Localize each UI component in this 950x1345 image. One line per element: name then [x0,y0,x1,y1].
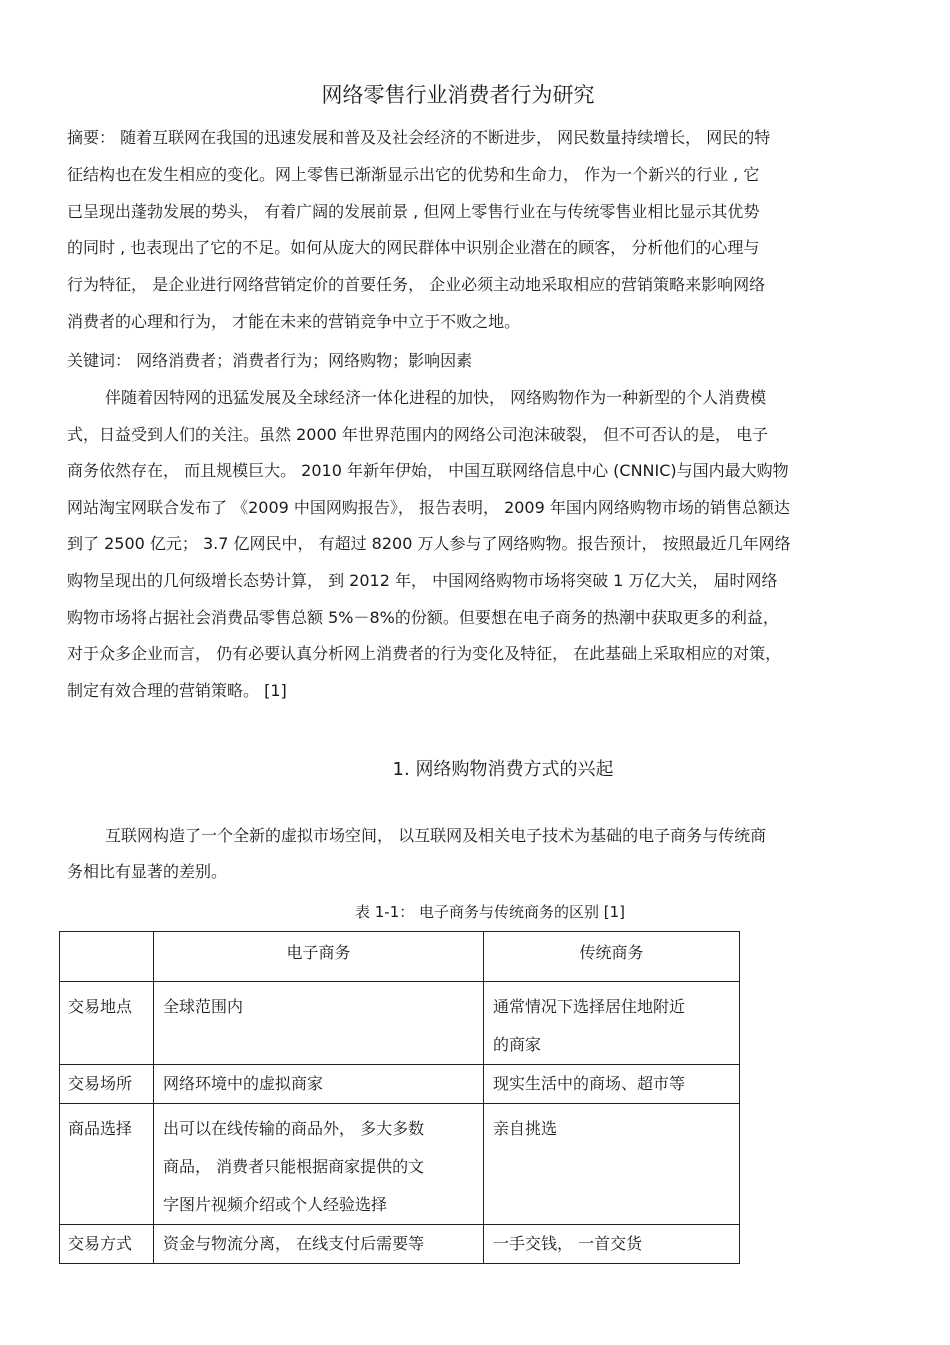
row-label: 交易地点 [60,982,154,1065]
cell-line: 字图片视频介绍或个人经验选择 [163,1195,388,1214]
table-header-cell: 电子商务 [154,932,484,982]
abstract-line: 征结构也在发生相应的变化。网上零售已渐渐显示出它的优势和生命力， 作为一个新兴的行业 , 它 [67,164,760,184]
section-heading: 1. 网络购物消费方式的兴起 [392,759,614,780]
table-caption: 表 1-1： 电子商务与传统商务的区别 [1] [354,903,626,921]
intro-line: 网站淘宝网联合发布了 《2009 中国网购报告》， 报告表明， 2009 年国内网络购物市场的销售总额达 [67,497,790,517]
table-cell [154,1065,484,1104]
table-row [60,1225,740,1264]
intro-line: 到了 2500 亿元； 3.7 亿网民中， 有超过 8200 万人参与了网络购物。报告预计， 按照最近几年网络 [67,534,791,554]
table-header-cell [60,932,154,982]
table-cell [154,1225,484,1264]
cell-line: 资金与物流分离， 在线支付后需要等 [163,1234,425,1253]
intro-line: 商务依然存在， 而且规模巨大。 2010 年新年伊始， 中国互联网络信息中心 (CNNIC)与国内最大购物 [67,461,789,481]
cell-line: 现实生活中的商场、超市等 [493,1074,686,1093]
row-label: 交易场所 [60,1065,154,1104]
abstract [67,124,887,345]
abstract-line: 摘要： 随着互联网在我国的迅速发展和普及及社会经济的不断进步， 网民数量持续增长， 网民的特 [67,128,771,147]
intro-line: 式，日益受到人们的关注。虽然 2000 年世界范围内的网络公司泡沫破裂， 但不可否认的是， 电子 [67,424,769,444]
intro-line: 伴随着因特网的迅猛发展及全球经济一体化进程的加快， 网络购物作为一种新型的个人消费模 [105,388,767,407]
document-title: 网络零售行业消费者行为研究 [321,83,595,107]
cell-line: 通常情况下选择居住地附近 [493,997,686,1016]
abstract-line: 的同时 , 也表现出了它的不足。如何从庞大的网民群体中识别企业潜在的顾客， 分析他们的心理与 [67,238,760,258]
abstract-line: 行为特征， 是企业进行网络营销定价的首要任务， 企业必须主动地采取相应的营销策略来影响网络 [67,275,766,295]
section-paragraph [67,822,887,894]
table-cell [484,1065,740,1104]
table-cell [484,1104,740,1225]
table-cell [154,982,484,1065]
intro-line: 购物呈现出的几何级增长态势计算， 到 2012 年， 中国网络购物市场将突破 1 万亿大关， 届时网络 [67,570,778,590]
section-line: 互联网构造了一个全新的虚拟市场空间， 以互联网及相关电子技术为基础的电子商务与传统商 [105,826,767,845]
cell-line: 出可以在线传输的商品外， 多大多数 [163,1119,425,1138]
abstract-line: 已呈现出蓬勃发展的势头， 有着广阔的发展前景 , 但网上零售行业在与传统零售业相比显示其优势 [67,201,760,221]
cell-line: 亲自挑选 [493,1119,558,1138]
cell-line: 商品， 消费者只能根据商家提供的文 [163,1157,425,1176]
table-row [60,1104,740,1225]
table-cell [484,1225,740,1264]
comparison-table [59,931,740,1264]
intro-line: 购物市场将占据社会消费品零售总额 5%－8%的份额。但要想在电子商务的热潮中获取更多的利益， [67,607,779,627]
table-header-row [60,932,740,982]
abstract-line: 消费者的心理和行为， 才能在未来的营销竞争中立于不败之地。 [67,311,521,331]
cell-line: 一手交钱， 一首交货 [493,1234,643,1253]
cell-line: 全球范围内 [163,997,244,1016]
intro-line: 制定有效合理的营销策略。 [1] [67,680,287,700]
cell-line: 网络环境中的虚拟商家 [163,1074,324,1093]
row-label: 交易方式 [60,1225,154,1264]
keywords: 关键词： 网络消费者；消费者行为；网络购物；影响因素 [67,351,473,370]
section-line: 务相比有显著的差别。 [67,862,228,881]
table-header-cell: 传统商务 [484,932,740,982]
intro-line: 对于众多企业而言， 仍有必要认真分析网上消费者的行为变化及特征， 在此基础上采取相应的对策， [67,644,782,664]
table-row [60,1065,740,1104]
table-cell [154,1104,484,1225]
table-cell [484,982,740,1065]
row-label: 商品选择 [60,1104,154,1225]
cell-line: 的商家 [493,1035,542,1054]
intro-paragraph [67,384,887,713]
table-row [60,982,740,1065]
